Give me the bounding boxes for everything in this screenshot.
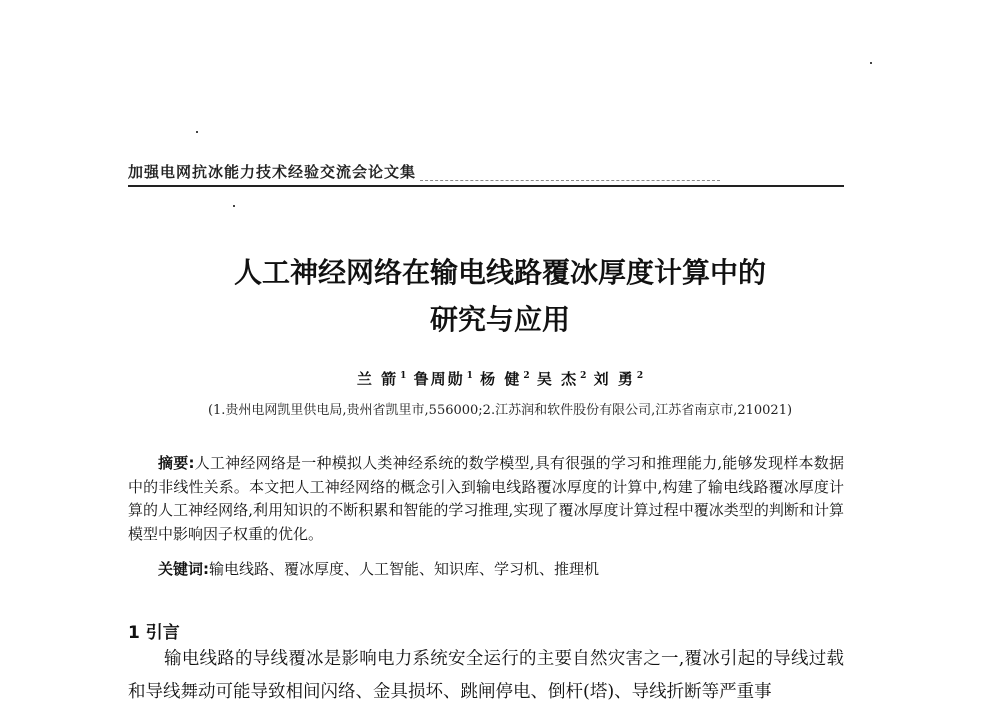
- author-name: 鲁周勋: [413, 370, 465, 388]
- author-name: 刘 勇: [593, 370, 635, 388]
- paper-title-text-1: 人工神经网络在输电线路覆冰厚度计算中的: [233, 256, 766, 289]
- author-name: 杨 健: [480, 370, 522, 388]
- body-paragraph: 输电线路的导线覆冰是影响电力系统安全运行的主要自然灾害之一,覆冰引起的导线过载和导线舞动可能导致相间闪络、金具损坏、跳闸停电、倒杆(塔)、导线折断等严重事: [128, 649, 844, 702]
- abstract: [128, 452, 844, 546]
- keywords-label: 关键词:: [158, 560, 209, 578]
- abstract-text: 人工神经网络是一种模拟人类神经系统的数学模型,具有很强的学习和推理能力,能够发现样本数据中的非线性关系。本文把人工神经网络的概念引入到输电线路覆冰厚度的计算中,构建了输电线路覆冰厚度计算的人工神经网络,利用知识的不断积累和智能的学习推理,实现了覆冰厚度计算过程中覆冰类型的判断和计算模型中影响因子权重的优化。: [128, 454, 845, 543]
- author-name: 吴 杰: [536, 370, 579, 388]
- paper-title-text-2: 研究与应用: [429, 303, 570, 336]
- author-affiliation-mark: 2: [580, 371, 587, 381]
- author-affiliation-mark: 1: [400, 371, 407, 381]
- header-rule: [128, 185, 844, 187]
- author-affiliation-mark: 1: [466, 371, 473, 381]
- scan-speck: [870, 62, 872, 64]
- author-list: [0, 368, 1000, 389]
- header-rule-dashed: [420, 180, 720, 181]
- running-head: 加强电网抗冰能力技术经验交流会论文集: [128, 163, 417, 181]
- author-affiliation-mark: 2: [636, 371, 644, 381]
- paper-title-line-1: [0, 253, 1000, 293]
- author-name: 兰 箭: [356, 370, 399, 388]
- keywords: [128, 558, 874, 582]
- scan-speck: [233, 205, 235, 207]
- affiliation: (1.贵州电网凯里供电局,贵州省凯里市,556000;2.江苏润和软件股份有限公司,江苏省南京市,210021): [207, 403, 793, 418]
- section-heading: 1 引言: [128, 623, 180, 643]
- paper-title-line-2: [0, 300, 1000, 340]
- keywords-text: 输电线路、覆冰厚度、人工智能、知识库、学习机、推理机: [209, 560, 600, 578]
- abstract-label: 摘要:: [158, 454, 195, 472]
- scan-speck: [196, 131, 198, 133]
- author-affiliation-mark: 2: [523, 371, 530, 381]
